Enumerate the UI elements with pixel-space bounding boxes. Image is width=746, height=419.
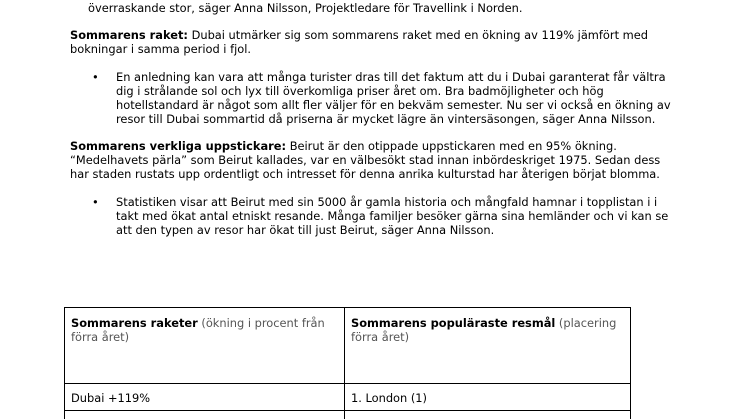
section1-line1: Dubai utmärker sig som sommarens raket med en ökning av 119% jämfört med <box>187 28 648 42</box>
table-cell <box>65 411 345 419</box>
rockets-header-bold: Sommarens raketer <box>71 316 198 330</box>
section2-line1: Beirut är den otippade uppstickaren med en 95% ökning. <box>286 139 617 153</box>
rockets-header-note: (ökning i procent från förra året) <box>71 316 325 344</box>
bullet-glyph-1: • <box>92 70 99 84</box>
section1-bullet-line4: resor till Dubai sommartid då priserna är mycket lägre än vintersäsongen, säger Anna Nilsson. <box>116 112 656 126</box>
section1-paragraph <box>70 28 648 42</box>
section1-bullet-line1: En anledning kan vara att många turister dras till det faktum att du i Dubai garanterat får vältra <box>116 70 666 84</box>
table-header-cell-rockets <box>65 308 345 384</box>
section2-line3: har staden rustats upp ordentligt och intresset för denna anrika kulturstad har återigen börjat blomma. <box>70 167 660 181</box>
table-cell <box>345 411 631 419</box>
popular-header-bold: Sommarens populäraste resmål <box>351 316 556 330</box>
table-row <box>65 411 631 419</box>
section2-bullet-line3: att den typen av resor har ökat till just Beirut, säger Anna Nilsson. <box>116 223 495 237</box>
section1-bullet-line3: hotellstandard är något som allt fler väljer för en bekväm semester. Nu ser vi också en ökning av <box>116 98 671 112</box>
bullet-glyph-2: • <box>92 195 99 209</box>
section1-heading: Sommarens raket: <box>70 28 188 42</box>
table-header-row <box>65 308 631 384</box>
section2-bullet-line2: takt med ökat antal etniskt resande. Många familjer besöker gärna sina hemländer och vi kan se <box>116 209 669 223</box>
popular-header-note: (placering förra året) <box>351 316 617 344</box>
table-cell: 1. London (1) <box>345 384 631 411</box>
section1-bullet-line2: dig i strålande sol och lyx till överkomliga priser året om. Bra badmöjligheter och hög <box>116 84 604 98</box>
table-cell: Dubai +119% <box>65 384 345 411</box>
section2-heading: Sommarens verkliga uppstickare: <box>70 139 287 153</box>
destinations-table <box>64 307 631 419</box>
table-header-cell-popular <box>345 308 631 384</box>
section2-paragraph <box>70 139 617 153</box>
intro-tail-text: överraskande stor, säger Anna Nilsson, Projektledare för Travellink i Norden. <box>88 1 523 15</box>
section1-line2: bokningar i samma period i fjol. <box>70 42 252 56</box>
table-row <box>65 384 631 411</box>
section2-line2: “Medelhavets pärla” som Beirut kallades, var en välbesökt stad innan inbördeskriget 1975. Sedan dess <box>70 153 661 167</box>
section2-bullet-line1: Statistiken visar att Beirut med sin 5000 år gamla historia och mångfald hamnar i topplistan i i <box>116 195 658 209</box>
